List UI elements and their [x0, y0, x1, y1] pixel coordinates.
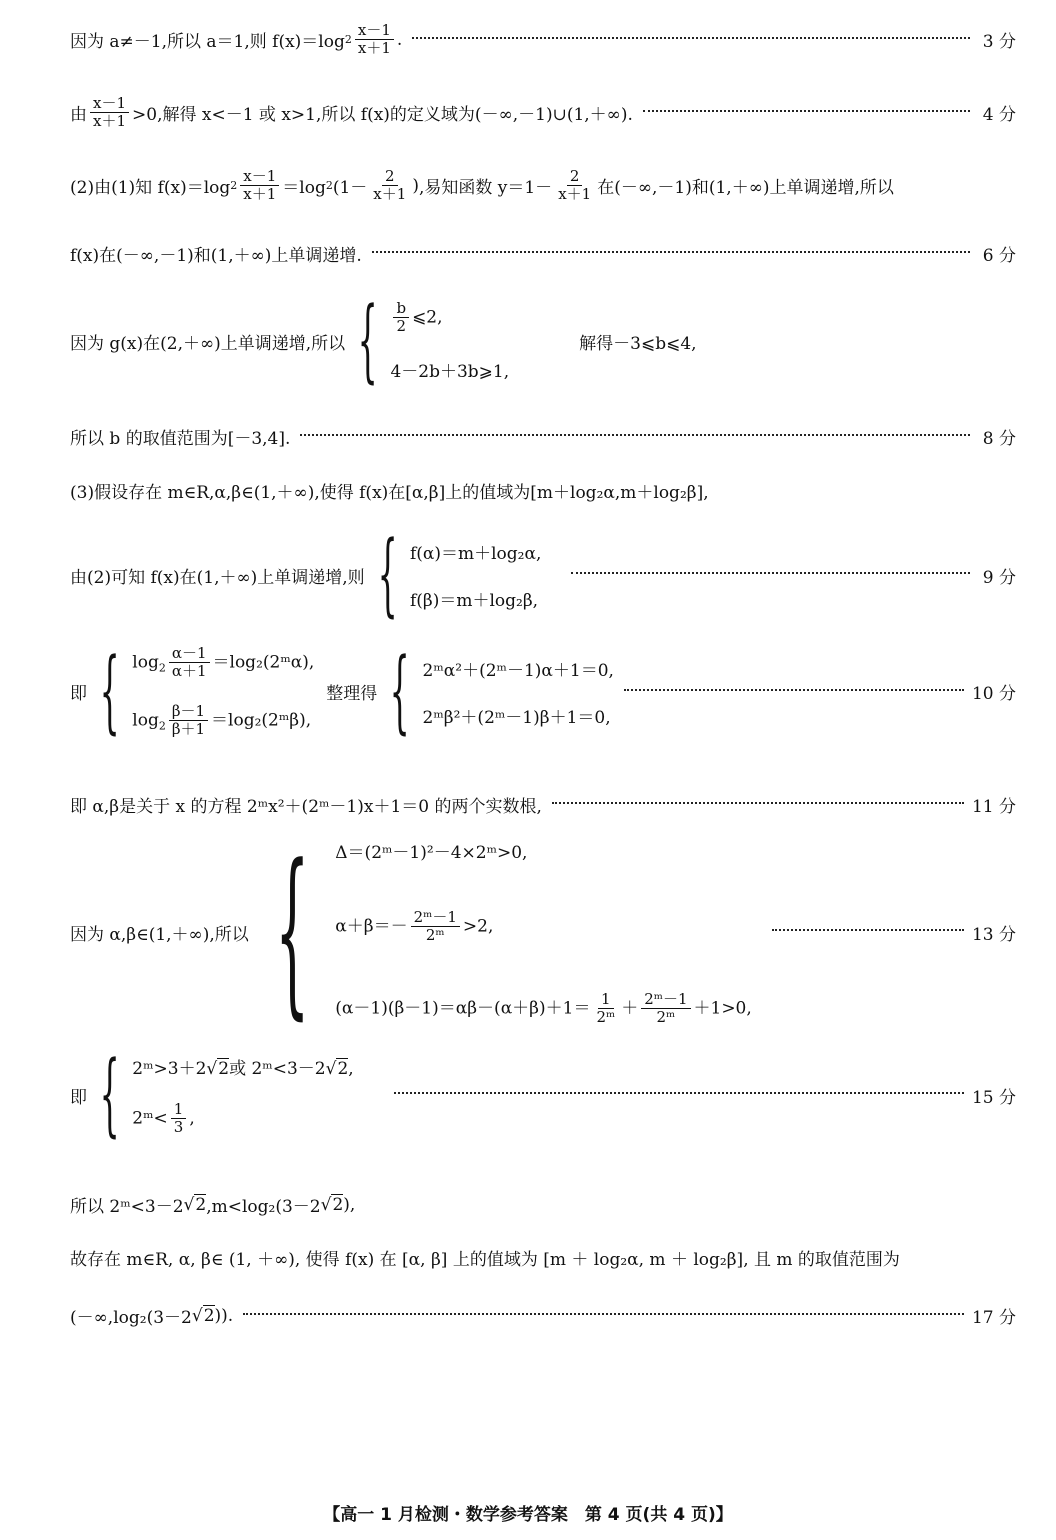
line-8 — [70, 522, 1016, 627]
l2-num: x－1 — [90, 95, 129, 113]
leader-dots — [571, 572, 970, 574]
l3-den3: x＋1 — [558, 185, 592, 204]
l9-b — [132, 703, 314, 739]
l1-pre: 因为 a≠－1,所以 a＝1,则 f(x)＝log — [70, 32, 345, 53]
l6-text: 所以 b 的取值范围为[－3,4]. — [70, 429, 291, 449]
l9-cond-2: 2ᵐβ²＋(2ᵐ－1)β＋1＝0, — [422, 707, 611, 728]
l8-pre: 由(2)可知 f(x)在(1,＋∞)上单调递增,则 — [70, 567, 365, 588]
l12-c1a: 2ᵐ>3＋2 — [132, 1058, 207, 1079]
l13-mid: ,m<log₂(3－2 — [206, 1197, 321, 1217]
l11-c2post: >2, — [462, 916, 494, 937]
l9-pre: 即 — [70, 684, 87, 704]
line-2 — [70, 95, 1016, 131]
leader-dots — [243, 1313, 964, 1315]
l5-c1num: b — [393, 300, 409, 318]
l11-c3plus: ＋ — [621, 997, 639, 1018]
l3-mid: ＝log — [282, 178, 326, 199]
l9-b-sub: 2 — [158, 719, 166, 733]
score-10: 10 分 — [971, 684, 1016, 704]
line-4 — [70, 241, 1016, 266]
l9-cond-1: 2ᵐα²＋(2ᵐ－1)α＋1＝0, — [422, 660, 614, 681]
score-3: 3 分 — [982, 32, 1016, 53]
l1-fraction — [355, 22, 394, 58]
l11-system — [335, 838, 752, 1026]
line-10 — [70, 792, 1016, 817]
l3-fraction-2 — [370, 168, 409, 204]
l12-c2num: 1 — [171, 1101, 187, 1119]
line-3 — [70, 168, 1016, 204]
l12-c1r2: 2 — [337, 1058, 349, 1079]
l12-cond-2 — [132, 1101, 353, 1137]
left-brace: { — [377, 522, 398, 627]
l9-a-den: α＋1 — [171, 662, 207, 681]
l11-c3pre: (α－1)(β－1)＝αβ－(α＋β)＋1＝ — [335, 997, 591, 1018]
l5-c1post: ⩽2, — [412, 307, 443, 327]
l12-c2post: , — [189, 1108, 195, 1128]
l3-sub1: 2 — [230, 179, 238, 193]
l13-post: ), — [343, 1194, 356, 1215]
l3-num3: 2 — [567, 168, 583, 186]
l8-cond-1: f(α)＝m＋log₂α, — [409, 544, 542, 564]
l2-fraction — [90, 95, 129, 131]
l13-r1: 2 — [195, 1195, 207, 1215]
line-14 — [70, 1245, 1016, 1270]
l11-cond-2 — [335, 909, 752, 945]
l12-c2-frac — [171, 1101, 187, 1137]
line-13: 所以 2ᵐ<3－2 √ 2 ,m<log₂(3－2 √ 2 ), — [70, 1192, 1016, 1217]
l11-c2num: 2ᵐ－1 — [411, 909, 460, 927]
line-6 — [70, 424, 1016, 449]
l9-b-den: β＋1 — [171, 719, 206, 738]
l9-b-num: β－1 — [169, 703, 208, 721]
l11-c3post: ＋1>0, — [693, 997, 752, 1018]
l9-a — [132, 645, 314, 681]
line-7 — [70, 478, 1016, 503]
leader-dots — [552, 802, 964, 804]
l8-system — [410, 539, 541, 611]
l12-c1r1: 2 — [218, 1058, 230, 1079]
l11-c2-frac — [411, 909, 460, 945]
left-brace: { — [274, 827, 310, 1036]
l3-den1: x＋1 — [243, 185, 277, 204]
line-5 — [70, 288, 1016, 393]
l12-c1b: 或 2ᵐ<3－2 — [229, 1058, 326, 1079]
l3-open: (1－ — [332, 178, 368, 199]
l1-sub: 2 — [344, 33, 352, 47]
left-brace: { — [99, 638, 120, 744]
l12-cond-1: 2ᵐ>3＋2√2或 2ᵐ<3－2√2, — [132, 1058, 354, 1079]
l5-cond-1 — [390, 300, 509, 336]
l13-pre: 所以 2ᵐ<3－2 — [70, 1197, 184, 1217]
l3-num2: 2 — [382, 168, 398, 186]
score-11: 11 分 — [971, 797, 1016, 817]
l9-b-post: ＝log₂(2ᵐβ), — [211, 709, 312, 730]
l3-pre: (2)由(1)知 f(x)＝log — [70, 178, 231, 199]
l9-a-post: ＝log₂(2ᵐα), — [212, 652, 315, 673]
l11-c3num1: 1 — [598, 991, 614, 1009]
l10-text: 即 α,β是关于 x 的方程 2ᵐx²＋(2ᵐ－1)x＋1＝0 的两个实数根, — [70, 797, 542, 817]
l5-system — [390, 300, 509, 383]
l9-system-a — [132, 645, 314, 738]
l9-mid: 整理得 — [326, 684, 378, 704]
l9-b-frac — [169, 703, 208, 739]
score-17: 17 分 — [971, 1308, 1016, 1328]
leader-dots — [772, 929, 964, 931]
l8-cond-2: f(β)＝m＋log₂β, — [409, 591, 539, 611]
l3-post: 在(－∞,－1)和(1,＋∞)上单调递增,所以 — [597, 178, 894, 199]
left-brace: { — [389, 638, 410, 744]
l12-c2den: 3 — [173, 1118, 184, 1136]
l9-system-b — [423, 656, 614, 728]
l12-system — [132, 1054, 353, 1137]
l3-close: ) — [412, 175, 419, 196]
l5-cond-2: 4－2b＋3b⩾1, — [390, 362, 510, 383]
l13-r2: 2 — [332, 1195, 344, 1215]
l5-post: 解得－3⩽b⩽4, — [579, 333, 697, 354]
l5-fraction — [393, 300, 409, 336]
l5-c1den: 2 — [396, 317, 407, 335]
l7-text: (3)假设存在 m∈R,α,β∈(1,＋∞),使得 f(x)在[α,β]上的值域为[m＋log₂α,m＋log₂β], — [70, 483, 709, 503]
l1-den: x＋1 — [357, 39, 391, 58]
l11-c3den1: 2ᵐ — [596, 1007, 616, 1026]
l2-den: x＋1 — [93, 112, 127, 131]
l9-a-frac — [169, 645, 210, 681]
l4-text: f(x)在(－∞,－1)和(1,＋∞)上单调递增. — [70, 246, 362, 266]
l11-c2den: 2ᵐ — [425, 926, 445, 945]
l9-a-sub: 2 — [158, 661, 166, 675]
leader-dots — [412, 37, 970, 39]
l2-post: >0,解得 x<－1 或 x>1,所以 f(x)的定义域为(－∞,－1)∪(1,＋∞). — [132, 105, 633, 126]
l3-den2: x＋1 — [373, 185, 407, 204]
l3-sub2: 2 — [325, 179, 333, 193]
l9-b-log: log — [132, 709, 159, 730]
line-12 — [70, 1042, 1016, 1147]
page-footer: 【高一 1 月检测・数学参考答案 第 4 页(共 4 页)】 — [323, 1505, 733, 1525]
leader-dots — [394, 1092, 964, 1094]
l11-c2pre: α＋β＝－ — [335, 916, 408, 937]
line-11 — [70, 827, 1016, 1036]
left-brace: { — [99, 1042, 120, 1147]
l3-fraction-3 — [555, 168, 594, 204]
l3-fraction-1 — [240, 168, 279, 204]
score-15: 15 分 — [971, 1087, 1016, 1108]
line-15: (－∞,log₂(3－2 √ 2 )). 17 分 — [70, 1303, 1016, 1328]
l2-pre: 由 — [70, 105, 87, 126]
leader-dots — [643, 110, 970, 112]
l11-pre: 因为 α,β∈(1,＋∞),所以 — [70, 924, 249, 945]
score-4: 4 分 — [982, 105, 1016, 126]
l11-c3num2: 2ᵐ－1 — [641, 991, 690, 1009]
l15-post: )). — [214, 1305, 234, 1326]
l11-cond-3 — [335, 991, 752, 1027]
leader-dots — [372, 251, 970, 253]
l15-r: 2 — [203, 1306, 215, 1326]
l9-a-log: log — [132, 652, 159, 673]
l11-c3-frac2 — [641, 991, 690, 1027]
l1-num: x－1 — [355, 22, 394, 40]
leader-dots — [624, 689, 964, 691]
score-9: 9 分 — [982, 567, 1016, 588]
l11-c3den2: 2ᵐ — [656, 1007, 676, 1026]
line-1 — [70, 22, 1016, 58]
leader-dots — [300, 434, 970, 436]
line-9 — [70, 638, 1016, 744]
l12-c2pre: 2ᵐ< — [132, 1108, 168, 1128]
l11-c3-frac1 — [593, 991, 618, 1027]
l5-pre: 因为 g(x)在(2,＋∞)上单调递增,所以 — [70, 333, 346, 354]
l12-pre: 即 — [70, 1087, 87, 1108]
l15-pre: (－∞,log₂(3－2 — [70, 1308, 192, 1328]
left-brace: { — [357, 288, 378, 393]
l3-mid2: ,易知函数 y＝1－ — [418, 178, 553, 199]
l9-a-num: α－1 — [169, 645, 210, 663]
score-8: 8 分 — [982, 429, 1016, 449]
score-13: 13 分 — [971, 924, 1016, 945]
l1-post: . — [396, 29, 403, 50]
l3-num1: x－1 — [240, 168, 279, 186]
score-6: 6 分 — [982, 246, 1016, 266]
l14-text: 故存在 m∈R, α, β∈ (1, ＋∞), 使得 f(x) 在 [α, β] 上的值域为 [m ＋ log₂α, m ＋ log₂β], 且 m 的取值范围为 — [70, 1250, 900, 1270]
l11-cond-1: Δ＝(2ᵐ－1)²－4×2ᵐ>0, — [335, 843, 528, 863]
l12-c1c: , — [348, 1058, 354, 1079]
